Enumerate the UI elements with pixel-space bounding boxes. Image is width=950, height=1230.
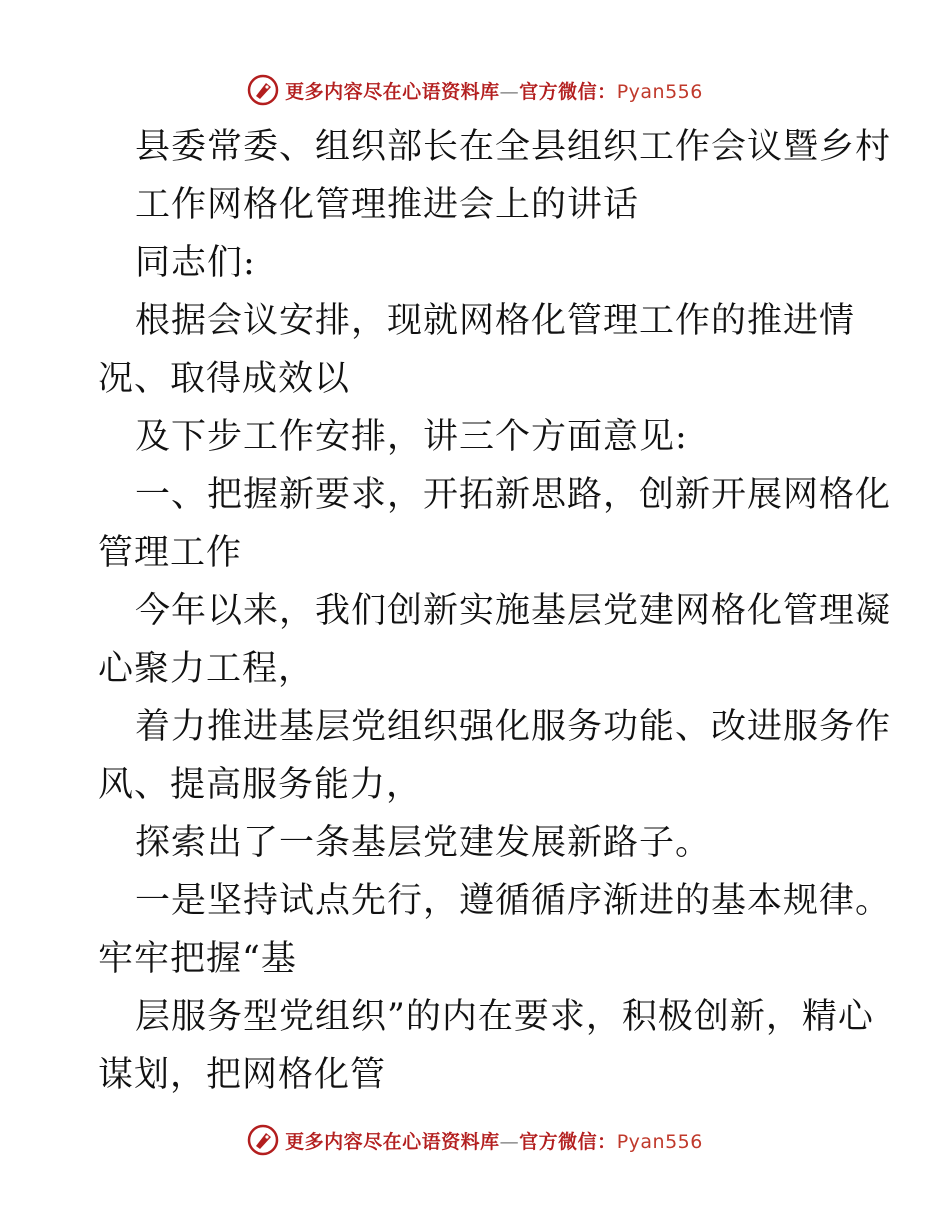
paragraph-line: 牢牢把握“基 bbox=[98, 939, 297, 979]
title-line-2: 工作网格化管理推进会上的讲话 bbox=[135, 185, 640, 225]
header-watermark bbox=[0, 70, 950, 110]
watermark-separator: — bbox=[499, 80, 520, 103]
title-line-1: 县委常委、组织部长在全县组织工作会议暨乡村 bbox=[135, 127, 892, 167]
paragraph-line: 探索出了一条基层党建发展新路子。 bbox=[135, 823, 712, 863]
paragraph-line: 及下步工作安排，讲三个方面意见: bbox=[135, 417, 688, 457]
pen-nib-logo-icon bbox=[247, 74, 279, 106]
document-body bbox=[98, 118, 892, 1104]
paragraph-line: 今年以来，我们创新实施基层党建网格化管理凝 bbox=[135, 591, 892, 631]
watermark-text bbox=[285, 77, 703, 104]
paragraph-line: 心聚力工程， bbox=[98, 649, 315, 689]
watermark-wechat-label: 官方微信： bbox=[519, 1130, 617, 1153]
watermark-site-text: 更多内容尽在心语资料库 bbox=[285, 80, 500, 103]
paragraph-line: 风、提高服务能力， bbox=[98, 765, 423, 805]
paragraph-line: 谋划，把网格化管 bbox=[98, 1055, 387, 1095]
paragraph-line: 况、取得成效以 bbox=[98, 359, 351, 399]
watermark-wechat-id: Pyan556 bbox=[616, 80, 703, 103]
salutation: 同志们: bbox=[135, 243, 256, 283]
paragraph-line: 根据会议安排，现就网格化管理工作的推进情 bbox=[135, 301, 856, 341]
section-heading: 一、把握新要求，开拓新思路，创新开展网格化 bbox=[135, 475, 892, 515]
pen-nib-logo-icon bbox=[247, 1124, 279, 1156]
paragraph-line: 层服务型党组织”的内在要求，积极创新，精心 bbox=[135, 997, 874, 1037]
paragraph-line: 一是坚持试点先行，遵循循序渐进的基本规律。 bbox=[135, 881, 892, 921]
watermark-site-text: 更多内容尽在心语资料库 bbox=[285, 1130, 500, 1153]
paragraph-line: 着力推进基层党组织强化服务功能、改进服务作 bbox=[135, 707, 892, 747]
footer-watermark bbox=[0, 1120, 950, 1160]
watermark-separator: — bbox=[499, 1130, 520, 1153]
watermark-text bbox=[285, 1127, 703, 1154]
watermark-wechat-label: 官方微信： bbox=[519, 80, 617, 103]
watermark-wechat-id: Pyan556 bbox=[616, 1130, 703, 1153]
section-heading: 管理工作 bbox=[98, 533, 243, 573]
